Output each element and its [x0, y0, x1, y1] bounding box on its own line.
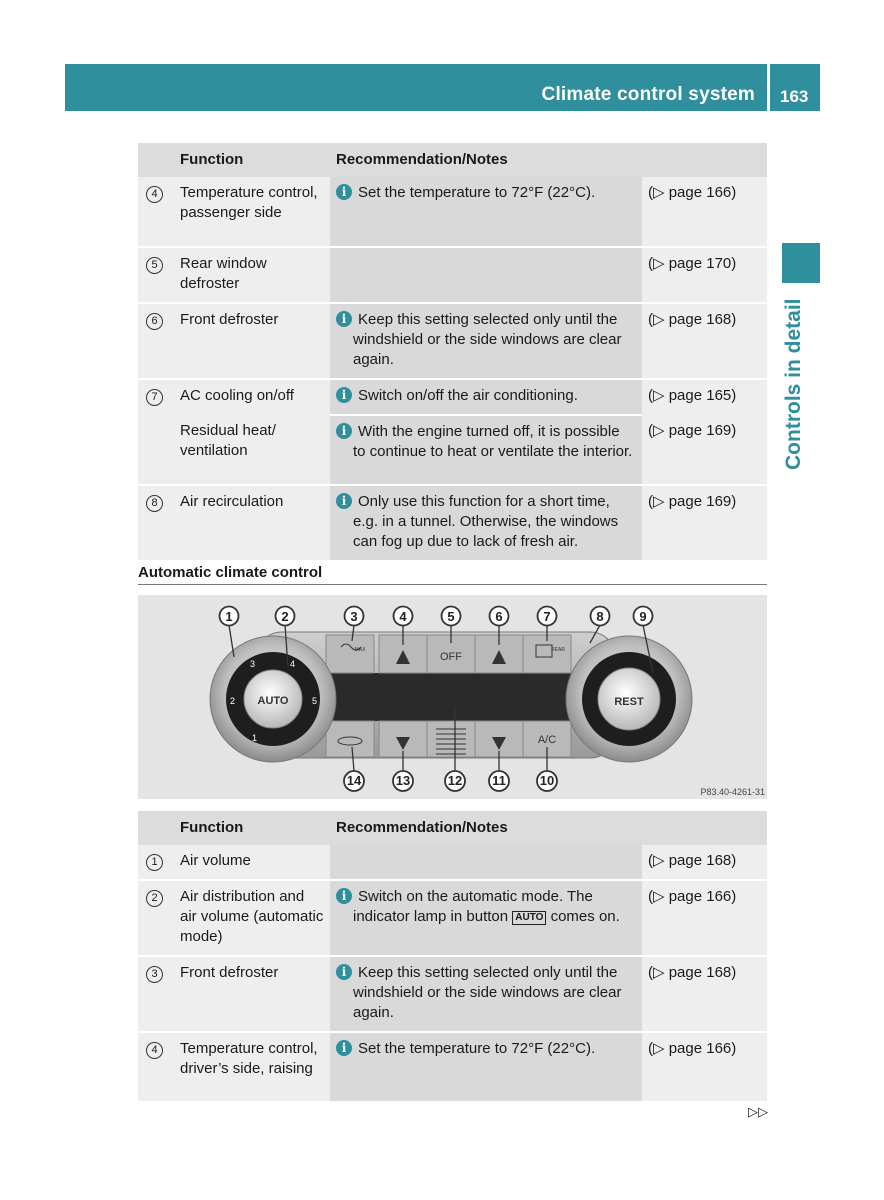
row-function: Front defroster	[174, 303, 330, 379]
row-function: Air recirculation	[174, 485, 330, 561]
row-number-badge: 6	[146, 313, 163, 330]
dial-number: 2	[230, 696, 236, 706]
callout-label: 11	[492, 773, 506, 788]
info-icon: i	[336, 423, 352, 439]
row-number-badge: 2	[146, 890, 163, 907]
header-page	[642, 143, 767, 177]
dial-number: 1	[252, 733, 258, 743]
auto-button-symbol: AUTO	[512, 911, 546, 925]
row-note	[330, 845, 642, 880]
header-notes: Recommendation/Notes	[330, 143, 642, 177]
row-note: Only use this function for a short time, e.g. in a tunnel. Otherwise, the windows can fog up due to lack of fresh air.	[353, 493, 619, 550]
row-function: AC cooling on/off	[174, 379, 330, 415]
continue-arrows-icon: ▷▷	[748, 1104, 768, 1119]
chapter-label-text: Controls in detail	[782, 298, 805, 470]
rear-label: REAR	[551, 647, 565, 653]
row-page-ref: (▷ page 168)	[642, 845, 767, 880]
callout-label: 2	[281, 609, 289, 624]
rest-button-label: REST	[614, 696, 644, 708]
header-bar	[65, 64, 767, 111]
table-row	[138, 845, 767, 880]
callout-label: 5	[447, 609, 455, 624]
row-number-empty	[138, 415, 174, 485]
page-number-box	[770, 64, 820, 111]
callouts-bottom	[344, 771, 557, 791]
row-function: Rear window defroster	[174, 247, 330, 303]
header-num	[138, 143, 174, 177]
row-function: Air volume	[174, 845, 330, 880]
row-note-text: comes on.	[550, 908, 620, 925]
row-page-ref: (▷ page 168)	[642, 956, 767, 1032]
table-row	[138, 247, 767, 303]
page-title: Climate control system	[541, 84, 755, 105]
section-title: Automatic climate control	[138, 564, 767, 585]
header-page	[642, 811, 767, 845]
table-row	[138, 303, 767, 379]
table-row	[138, 379, 767, 415]
row-number-badge: 3	[146, 966, 163, 983]
callout-label: 8	[596, 609, 604, 624]
row-page-ref: (▷ page 165)	[642, 379, 767, 415]
row-page-ref: (▷ page 166)	[642, 880, 767, 956]
row-note: With the engine turned off, it is possible to continue to heat or ventilate the interior.	[353, 423, 633, 460]
callout-label: 3	[350, 609, 358, 624]
row-note	[353, 888, 620, 925]
row-note-text: Switch on the automatic mode. The indicator lamp in button	[353, 888, 593, 925]
callout-label: 10	[539, 773, 555, 788]
header-notes: Recommendation/Notes	[330, 811, 642, 845]
header-num	[138, 811, 174, 845]
table-row	[138, 1032, 767, 1102]
row-function: Temperature control, passenger side	[174, 177, 330, 247]
callout-label: 9	[639, 609, 647, 624]
row-page-ref: (▷ page 166)	[642, 1032, 767, 1102]
climate-control-panel-figure	[138, 595, 767, 799]
callout-label: 14	[346, 773, 362, 788]
table-row	[138, 485, 767, 561]
row-note: Keep this setting selected only until the windshield or the side windows are clear again.	[353, 311, 622, 368]
row-note: Set the temperature to 72°F (22°C).	[358, 1040, 596, 1057]
callouts-top	[220, 607, 653, 626]
info-icon: i	[336, 888, 352, 904]
table-row	[138, 177, 767, 247]
function-table-1	[138, 143, 767, 562]
right-dial	[566, 636, 692, 762]
row-function: Front defroster	[174, 956, 330, 1032]
control-panel-illustration	[138, 595, 767, 799]
row-function: Air distribution and air volume (automatic mode)	[174, 880, 330, 956]
row-page-ref: (▷ page 169)	[642, 415, 767, 485]
chapter-tab-marker	[782, 243, 820, 283]
row-page-ref: (▷ page 166)	[642, 177, 767, 247]
function-table-2	[138, 811, 767, 1103]
page-number: 163	[780, 87, 809, 106]
info-icon: i	[336, 493, 352, 509]
row-page-ref: (▷ page 168)	[642, 303, 767, 379]
table-row	[138, 956, 767, 1032]
info-icon: i	[336, 311, 352, 327]
row-function: Residual heat/ ventilation	[174, 415, 330, 485]
auto-button-label: AUTO	[257, 695, 289, 707]
dial-number: 5	[312, 696, 318, 706]
row-number-badge: 4	[146, 186, 163, 203]
off-button-label: OFF	[440, 651, 462, 663]
row-note: Keep this setting selected only until the windshield or the side windows are clear again.	[353, 964, 622, 1021]
callout-label: 1	[225, 609, 233, 624]
row-note: Switch on/off the air conditioning.	[358, 387, 578, 404]
row-function: Temperature control, driver’s side, raising	[174, 1032, 330, 1102]
callout-label: 12	[447, 773, 463, 788]
row-page-ref: (▷ page 169)	[642, 485, 767, 561]
row-number-badge: 7	[146, 389, 163, 406]
row-number-badge: 8	[146, 495, 163, 512]
header-function: Function	[174, 143, 330, 177]
table-header-row	[138, 143, 767, 177]
info-icon: i	[336, 964, 352, 980]
header-function: Function	[174, 811, 330, 845]
dial-number: 4	[290, 659, 296, 669]
max-label: MAX	[354, 647, 366, 653]
row-note	[330, 247, 642, 303]
table-row	[138, 415, 767, 485]
callout-label: 13	[395, 773, 411, 788]
info-icon: i	[336, 1040, 352, 1056]
top-button-row	[326, 635, 571, 673]
info-icon: i	[336, 387, 352, 403]
row-number-badge: 4	[146, 1042, 163, 1059]
left-dial	[210, 636, 336, 762]
figure-code: P83.40-4261-31	[700, 787, 765, 797]
table-header-row	[138, 811, 767, 845]
callout-label: 7	[543, 609, 551, 624]
callout-label: 4	[399, 609, 407, 624]
row-note: Set the temperature to 72°F (22°C).	[358, 184, 596, 201]
dial-number: 3	[250, 659, 256, 669]
row-page-ref: (▷ page 170)	[642, 247, 767, 303]
info-icon: i	[336, 184, 352, 200]
row-number-badge: 1	[146, 854, 163, 871]
chapter-label	[782, 298, 806, 470]
table-row	[138, 880, 767, 956]
row-number-badge: 5	[146, 257, 163, 274]
ac-button-label: A/C	[537, 734, 557, 746]
bottom-button-row	[326, 721, 571, 757]
callout-label: 6	[495, 609, 503, 624]
